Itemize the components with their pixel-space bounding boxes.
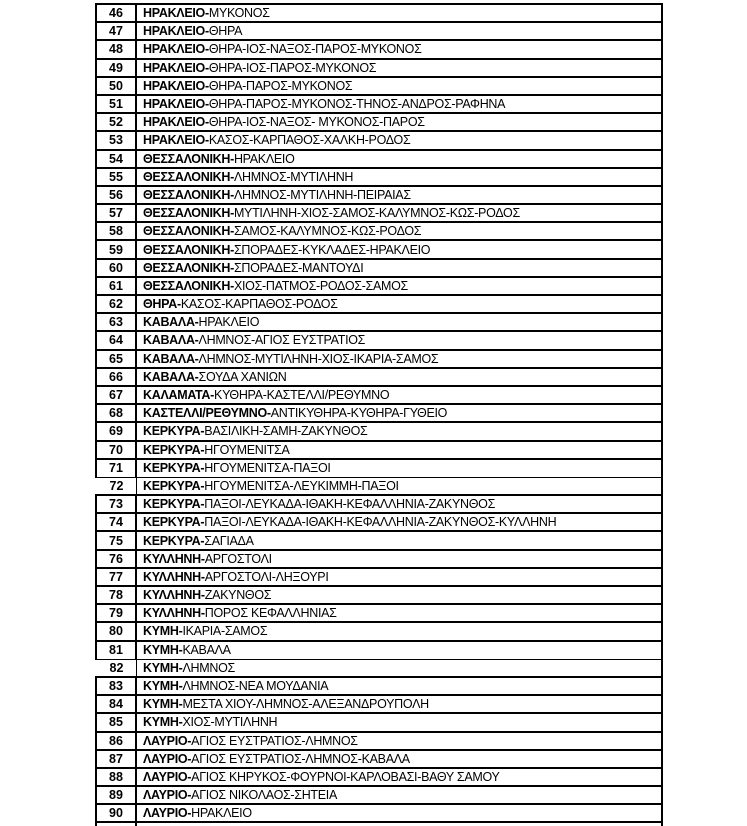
table-row xyxy=(95,60,663,78)
table-row xyxy=(95,332,663,350)
row-number-cell xyxy=(95,733,137,749)
route-destinations: ΚΥΘΗΡΑ-ΚΑΣΤΕΛΛΙ/ΡΕΘΥΜΝΟ xyxy=(214,388,390,403)
row-number: 65 xyxy=(109,351,123,366)
table-row xyxy=(95,423,663,441)
row-number-cell xyxy=(95,169,137,185)
table-row xyxy=(95,514,663,532)
route-destinations: ΑΡΓΟΣΤΟΛΙ xyxy=(204,551,272,566)
route-cell xyxy=(137,642,663,659)
route-origin: ΚΑΒΑΛΑ- xyxy=(143,369,199,384)
route-origin: ΘΕΣΣΑΛΟΝΙΚΗ- xyxy=(143,169,234,184)
route-destinations: ΗΓΟΥΜΕΝΙΤΣΑ-ΛΕΥΚΙΜΜΗ-ΠΑΞΟΙ xyxy=(204,478,399,493)
row-number: 52 xyxy=(109,115,123,130)
route-destinations: ΗΓΟΥΜΕΝΙΤΣΑ xyxy=(204,442,290,457)
route-origin: ΚΕΡΚΥΡΑ- xyxy=(143,515,205,530)
row-number-cell xyxy=(95,460,137,477)
route-origin: ΘΗΡΑ- xyxy=(143,297,181,312)
route-cell xyxy=(137,478,663,494)
route-destinations: ΚΑΣΟΣ-ΚΑΡΠΑΘΟΣ-ΧΑΛΚΗ-ΡΟΔΟΣ xyxy=(208,133,411,148)
row-number-cell xyxy=(95,478,137,494)
route-destinations: ΣΑΜΟΣ-ΚΑΛΥΜΝΟΣ-ΚΩΣ-ΡΟΔΟΣ xyxy=(233,224,422,239)
row-number: 79 xyxy=(109,606,123,621)
row-number-cell xyxy=(95,660,137,676)
route-destinations: ΑΓΙΟΣ ΕΥΣΤΡΑΤΙΟΣ-ΛΗΜΝΟΣ xyxy=(191,733,358,748)
route-cell xyxy=(137,769,663,785)
row-number: 57 xyxy=(109,206,123,221)
row-number-cell xyxy=(95,532,137,548)
table-row xyxy=(95,169,663,187)
route-cell xyxy=(137,278,663,294)
row-number-cell xyxy=(95,151,137,167)
row-number-cell xyxy=(95,296,137,312)
row-number: 80 xyxy=(109,624,123,639)
table-row xyxy=(95,642,663,660)
row-number-cell xyxy=(95,496,137,512)
route-destinations: ΧΙΟΣ-ΜΥΤΙΛΗΝΗ xyxy=(182,715,278,730)
route-cell xyxy=(137,587,663,603)
row-number: 89 xyxy=(109,788,123,803)
route-cell xyxy=(137,187,663,203)
route-destinations: ΗΡΑΚΛΕΙΟ xyxy=(191,806,252,821)
route-cell xyxy=(137,332,663,348)
route-cell xyxy=(137,96,663,112)
row-number-cell xyxy=(95,278,137,294)
route-origin: ΗΡΑΚΛΕΙΟ- xyxy=(143,42,209,57)
route-origin: ΗΡΑΚΛΕΙΟ- xyxy=(143,115,209,130)
row-number-cell xyxy=(95,514,137,530)
table-row xyxy=(95,733,663,751)
route-origin: ΗΡΑΚΛΕΙΟ- xyxy=(143,97,209,112)
route-origin: ΛΑΥΡΙΟ- xyxy=(143,788,192,803)
route-destinations: ΠΑΞΟΙ-ΛΕΥΚΑΔΑ-ΙΘΑΚΗ-ΚΕΦΑΛΛΗΝΙΑ-ΖΑΚΥΝΘΟΣ xyxy=(204,497,496,512)
route-origin: ΚΕΡΚΥΡΑ- xyxy=(143,442,205,457)
row-number-cell xyxy=(95,78,137,94)
route-destinations: ΚΑΣΟΣ-ΚΑΡΠΑΘΟΣ-ΡΟΔΟΣ xyxy=(180,297,338,312)
route-cell xyxy=(137,60,663,76)
row-number-cell xyxy=(95,60,137,76)
table-row xyxy=(95,623,663,641)
route-origin: ΚΥΛΛΗΝΗ- xyxy=(143,588,205,603)
row-number: 74 xyxy=(109,515,123,530)
route-cell xyxy=(137,496,663,512)
route-cell xyxy=(137,169,663,185)
route-destinations: ΑΓΙΟΣ ΚΗΡΥΚΟΣ-ΦΟΥΡΝΟΙ-ΚΑΡΛΟΒΑΣΙ-ΒΑΘΥ ΣΑΜΟΥ xyxy=(191,769,500,784)
table-row xyxy=(95,241,663,259)
table-row xyxy=(95,405,663,423)
route-origin: ΚΥΛΛΗΝΗ- xyxy=(143,606,205,621)
route-cell xyxy=(137,605,663,621)
route-origin: ΛΑΥΡΙΟ- xyxy=(143,733,192,748)
route-cell xyxy=(137,551,663,567)
route-origin: ΚΑΛΑΜΑΤΑ- xyxy=(143,388,215,403)
route-origin: ΗΡΑΚΛΕΙΟ- xyxy=(143,78,209,93)
row-number-cell xyxy=(95,332,137,348)
row-number: 84 xyxy=(109,697,123,712)
table-row xyxy=(95,532,663,550)
route-destinations: ΜΥΚΟΝΟΣ xyxy=(208,6,270,21)
route-cell xyxy=(137,205,663,221)
table-row xyxy=(95,496,663,514)
table-row xyxy=(95,696,663,714)
table-row xyxy=(95,260,663,278)
route-destinations: ΘΗΡΑ-ΙΟΣ-ΠΑΡΟΣ-ΜΥΚΟΝΟΣ xyxy=(208,60,377,75)
route-destinations: ΛΗΜΝΟΣ xyxy=(182,660,235,675)
route-cell xyxy=(137,423,663,439)
route-origin: ΛΑΥΡΙΟ- xyxy=(143,806,192,821)
row-number: 51 xyxy=(109,97,123,112)
route-origin: ΚΕΡΚΥΡΑ- xyxy=(143,461,205,476)
row-number-cell xyxy=(95,351,137,367)
row-number: 77 xyxy=(109,569,123,584)
row-number: 55 xyxy=(109,169,123,184)
table-row xyxy=(95,569,663,587)
row-number-cell xyxy=(95,114,137,130)
table-row xyxy=(95,478,663,496)
row-number: 73 xyxy=(109,497,123,512)
table-row xyxy=(95,714,663,732)
route-origin: ΚΥΜΗ- xyxy=(143,624,183,639)
table-row xyxy=(95,551,663,569)
table-row xyxy=(95,223,663,241)
route-origin: ΚΑΣΤΕΛΛΙ/ΡΕΘΥΜΝΟ- xyxy=(143,406,271,421)
route-origin: ΚΥΛΛΗΝΗ- xyxy=(143,569,205,584)
table-row xyxy=(95,278,663,296)
row-number-cell xyxy=(95,442,137,458)
row-number: 78 xyxy=(109,588,123,603)
table-row xyxy=(95,151,663,169)
route-destinations: ΣΠΟΡΑΔΕΣ-ΜΑΝΤΟΥΔΙ xyxy=(233,260,364,275)
row-number-cell xyxy=(95,260,137,276)
row-number: 75 xyxy=(109,533,123,548)
row-number-cell xyxy=(95,5,137,21)
route-cell xyxy=(137,696,663,712)
routes-table xyxy=(95,3,663,826)
route-destinations: ΣΟΥΔΑ ΧΑΝΙΩΝ xyxy=(198,369,287,384)
row-number-cell xyxy=(95,96,137,112)
route-cell xyxy=(137,442,663,458)
route-origin: ΚΑΒΑΛΑ- xyxy=(143,333,199,348)
route-origin: ΚΥΜΗ- xyxy=(143,679,183,694)
row-number: 82 xyxy=(109,660,124,675)
table-row xyxy=(95,78,663,96)
row-number-cell xyxy=(95,751,137,767)
route-cell xyxy=(137,241,663,257)
row-number-cell xyxy=(95,569,137,585)
row-number-cell xyxy=(95,623,137,639)
row-number: 59 xyxy=(109,242,123,257)
row-number: 66 xyxy=(109,369,123,384)
route-origin: ΚΕΡΚΥΡΑ- xyxy=(143,497,205,512)
table-row xyxy=(95,442,663,460)
row-number: 90 xyxy=(109,806,123,821)
row-number: 64 xyxy=(109,333,123,348)
route-origin: ΚΥΜΗ- xyxy=(143,697,183,712)
row-number: 85 xyxy=(109,715,123,730)
row-number: 69 xyxy=(109,424,123,439)
table-row xyxy=(95,132,663,150)
route-cell xyxy=(137,314,663,330)
row-number: 54 xyxy=(109,151,123,166)
row-number-cell xyxy=(95,41,137,57)
route-cell xyxy=(137,460,663,477)
route-origin: ΚΥΜΗ- xyxy=(143,660,183,675)
row-number-cell xyxy=(95,787,137,803)
table-row xyxy=(95,587,663,605)
route-destinations: ΜΥΤΙΛΗΝΗ-ΧΙΟΣ-ΣΑΜΟΣ-ΚΑΛΥΜΝΟΣ-ΚΩΣ-ΡΟΔΟΣ xyxy=(233,206,520,221)
route-cell xyxy=(137,733,663,749)
row-number-cell xyxy=(95,314,137,330)
row-number: 61 xyxy=(109,278,123,293)
route-origin: ΘΕΣΣΑΛΟΝΙΚΗ- xyxy=(143,278,234,293)
route-cell xyxy=(137,260,663,276)
row-number-cell xyxy=(95,605,137,621)
row-number: 87 xyxy=(109,751,123,766)
row-number-cell xyxy=(95,132,137,148)
route-cell xyxy=(137,296,663,312)
route-cell xyxy=(137,405,663,421)
route-destinations: ΗΡΑΚΛΕΙΟ xyxy=(198,315,260,330)
table-row xyxy=(95,769,663,787)
route-destinations: ΛΗΜΝΟΣ-ΜΥΤΙΛΗΝΗ-ΧΙΟΣ-ΙΚΑΡΙΑ-ΣΑΜΟΣ xyxy=(198,351,439,366)
row-number: 86 xyxy=(109,733,123,748)
table-row xyxy=(95,751,663,769)
route-destinations: ΘΗΡΑ xyxy=(208,24,243,39)
route-cell xyxy=(137,714,663,730)
route-cell xyxy=(137,23,663,39)
row-number-cell xyxy=(95,678,137,694)
route-origin: ΗΡΑΚΛΕΙΟ- xyxy=(143,133,209,148)
route-cell xyxy=(137,514,663,530)
row-number-cell xyxy=(95,205,137,221)
row-number: 81 xyxy=(109,643,123,658)
row-number: 63 xyxy=(109,315,123,330)
row-number-cell xyxy=(95,769,137,785)
route-destinations: ΛΗΜΝΟΣ-ΝΕΑ ΜΟΥΔΑΝΙΑ xyxy=(182,679,329,694)
route-cell xyxy=(137,132,663,148)
route-origin: ΛΑΥΡΙΟ- xyxy=(143,769,192,784)
route-origin: ΘΕΣΣΑΛΟΝΙΚΗ- xyxy=(143,260,234,275)
table-row xyxy=(95,296,663,314)
route-origin: ΚΕΡΚΥΡΑ- xyxy=(143,478,205,493)
row-number-cell xyxy=(95,187,137,203)
route-destinations: ΘΗΡΑ-ΠΑΡΟΣ-ΜΥΚΟΝΟΣ xyxy=(208,78,353,93)
route-cell xyxy=(137,387,663,403)
row-number: 56 xyxy=(109,187,123,202)
row-number-cell xyxy=(95,369,137,385)
route-cell xyxy=(137,151,663,167)
row-number: 62 xyxy=(109,297,123,312)
route-cell xyxy=(137,660,663,676)
route-destinations: ΘΗΡΑ-ΙΟΣ-ΝΑΞΟΣ-ΠΑΡΟΣ-ΜΥΚΟΝΟΣ xyxy=(208,42,422,57)
route-destinations: ΛΗΜΝΟΣ-ΑΓΙΟΣ ΕΥΣΤΡΑΤΙΟΣ xyxy=(198,333,366,348)
route-destinations: ΒΑΣΙΛΙΚΗ-ΣΑΜΗ-ΖΑΚΥΝΘΟΣ xyxy=(204,424,368,439)
row-number-cell xyxy=(95,587,137,603)
route-origin: ΘΕΣΣΑΛΟΝΙΚΗ- xyxy=(143,242,234,257)
route-destinations: ΘΗΡΑ-ΙΟΣ-ΝΑΞΟΣ- ΜΥΚΟΝΟΣ-ΠΑΡΟΣ xyxy=(208,115,425,130)
route-destinations: ΙΚΑΡΙΑ-ΣΑΜΟΣ xyxy=(182,624,268,639)
table-row xyxy=(95,369,663,387)
route-destinations: ΠΑΞΟΙ-ΛΕΥΚΑΔΑ-ΙΘΑΚΗ-ΚΕΦΑΛΛΗΝΙΑ-ΖΑΚΥΝΘΟΣ-ΚΥΛΛΗΝΗ xyxy=(204,515,557,530)
row-number-cell xyxy=(95,551,137,567)
table-row xyxy=(95,23,663,41)
route-destinations: ΑΡΓΟΣΤΟΛΙ-ΛΗΞΟΥΡΙ xyxy=(204,569,329,584)
row-number-cell xyxy=(95,642,137,659)
row-number: 70 xyxy=(109,442,123,457)
table-row xyxy=(95,205,663,223)
table-row xyxy=(95,678,663,696)
row-number: 68 xyxy=(109,406,123,421)
route-destinations: ΑΓΙΟΣ ΝΙΚΟΛΑΟΣ-ΣΗΤΕΙΑ xyxy=(191,788,338,803)
route-cell xyxy=(137,5,663,21)
route-origin: ΚΕΡΚΥΡΑ- xyxy=(143,424,205,439)
row-number-cell xyxy=(95,387,137,403)
row-number: 71 xyxy=(109,461,123,476)
route-origin: ΛΑΥΡΙΟ- xyxy=(143,751,192,766)
route-cell xyxy=(137,369,663,385)
row-number: 49 xyxy=(109,60,123,75)
table-row xyxy=(95,660,663,678)
row-number: 67 xyxy=(109,388,123,403)
row-number: 46 xyxy=(109,6,123,21)
table-row xyxy=(95,114,663,132)
row-number: 72 xyxy=(109,478,124,493)
route-origin: ΚΑΒΑΛΑ- xyxy=(143,351,199,366)
route-origin: ΗΡΑΚΛΕΙΟ- xyxy=(143,60,209,75)
table-row xyxy=(95,41,663,59)
route-cell xyxy=(137,751,663,767)
route-cell xyxy=(137,678,663,694)
route-origin: ΚΥΜΗ- xyxy=(143,643,183,658)
route-origin: ΚΥΛΛΗΝΗ- xyxy=(143,551,205,566)
route-destinations: ΣΑΓΙΑΔΑ xyxy=(204,533,254,548)
row-number-cell xyxy=(95,696,137,712)
row-number: 50 xyxy=(109,78,123,93)
route-cell xyxy=(137,532,663,548)
route-destinations: ΛΗΜΝΟΣ-ΜΥΤΙΛΗΝΗ-ΠΕΙΡΑΙΑΣ xyxy=(233,187,411,202)
route-origin: ΘΕΣΣΑΛΟΝΙΚΗ- xyxy=(143,206,234,221)
route-destinations: ΛΗΜΝΟΣ-ΜΥΤΙΛΗΝΗ xyxy=(233,169,354,184)
route-destinations: ΧΙΟΣ-ΠΑΤΜΟΣ-ΡΟΔΟΣ-ΣΑΜΟΣ xyxy=(233,278,408,293)
table-row xyxy=(95,187,663,205)
route-destinations: ΗΓΟΥΜΕΝΙΤΣΑ-ΠΑΞΟΙ xyxy=(204,461,331,476)
route-cell xyxy=(137,569,663,585)
table-row xyxy=(95,314,663,332)
table-row xyxy=(95,351,663,369)
route-cell xyxy=(137,787,663,803)
route-origin: ΚΕΡΚΥΡΑ- xyxy=(143,533,205,548)
route-destinations: ΣΠΟΡΑΔΕΣ-ΚΥΚΛΑΔΕΣ-ΗΡΑΚΛΕΙΟ xyxy=(233,242,431,257)
route-destinations: ΠΟΡΟΣ ΚΕΦΑΛΛΗΝΙΑΣ xyxy=(204,606,337,621)
route-cell xyxy=(137,223,663,239)
route-destinations: ΑΓΙΟΣ ΕΥΣΤΡΑΤΙΟΣ-ΛΗΜΝΟΣ-ΚΑΒΑΛΑ xyxy=(191,751,410,766)
route-origin: ΚΑΒΑΛΑ- xyxy=(143,315,199,330)
route-cell xyxy=(137,78,663,94)
table-row xyxy=(95,805,663,823)
row-number-cell xyxy=(95,241,137,257)
row-number-cell xyxy=(95,423,137,439)
route-origin: ΘΕΣΣΑΛΟΝΙΚΗ- xyxy=(143,151,234,166)
route-cell xyxy=(137,114,663,130)
row-number: 53 xyxy=(109,133,123,148)
route-cell xyxy=(137,351,663,367)
route-destinations: ΗΡΑΚΛΕΙΟ xyxy=(233,151,295,166)
row-number: 88 xyxy=(109,769,123,784)
row-number: 47 xyxy=(109,24,123,39)
route-destinations: ΘΗΡΑ-ΠΑΡΟΣ-ΜΥΚΟΝΟΣ-ΤΗΝΟΣ-ΑΝΔΡΟΣ-ΡΑΦΗΝΑ xyxy=(208,97,506,112)
row-number: 83 xyxy=(109,679,123,694)
row-number-cell xyxy=(95,405,137,421)
route-cell xyxy=(137,805,663,821)
route-origin: ΘΕΣΣΑΛΟΝΙΚΗ- xyxy=(143,224,234,239)
row-number-cell xyxy=(95,714,137,730)
route-destinations: ΖΑΚΥΝΘΟΣ xyxy=(204,588,272,603)
route-cell xyxy=(137,41,663,57)
table-row xyxy=(95,787,663,805)
route-destinations: ΜΕΣΤΑ ΧΙΟΥ-ΛΗΜΝΟΣ-ΑΛΕΞΑΝΔΡΟΥΠΟΛΗ xyxy=(182,697,429,712)
row-number-cell xyxy=(95,223,137,239)
route-origin: ΘΕΣΣΑΛΟΝΙΚΗ- xyxy=(143,187,234,202)
table-row xyxy=(95,460,663,478)
route-origin: ΗΡΑΚΛΕΙΟ- xyxy=(143,6,209,21)
table-row xyxy=(95,5,663,23)
table-row xyxy=(95,387,663,405)
row-number-cell xyxy=(95,23,137,39)
table-row xyxy=(95,605,663,623)
route-origin: ΚΥΜΗ- xyxy=(143,715,183,730)
route-cell xyxy=(137,623,663,639)
route-destinations: ΚΑΒΑΛΑ xyxy=(182,643,231,658)
table-row xyxy=(95,96,663,114)
row-number: 48 xyxy=(109,42,123,57)
route-origin: ΗΡΑΚΛΕΙΟ- xyxy=(143,24,209,39)
row-number: 76 xyxy=(109,551,123,566)
row-number: 60 xyxy=(109,260,123,275)
route-destinations: ΑΝΤΙΚΥΘΗΡΑ-ΚΥΘΗΡΑ-ΓΥΘΕΙΟ xyxy=(270,406,448,421)
row-number: 58 xyxy=(109,224,123,239)
row-number-cell xyxy=(95,805,137,821)
